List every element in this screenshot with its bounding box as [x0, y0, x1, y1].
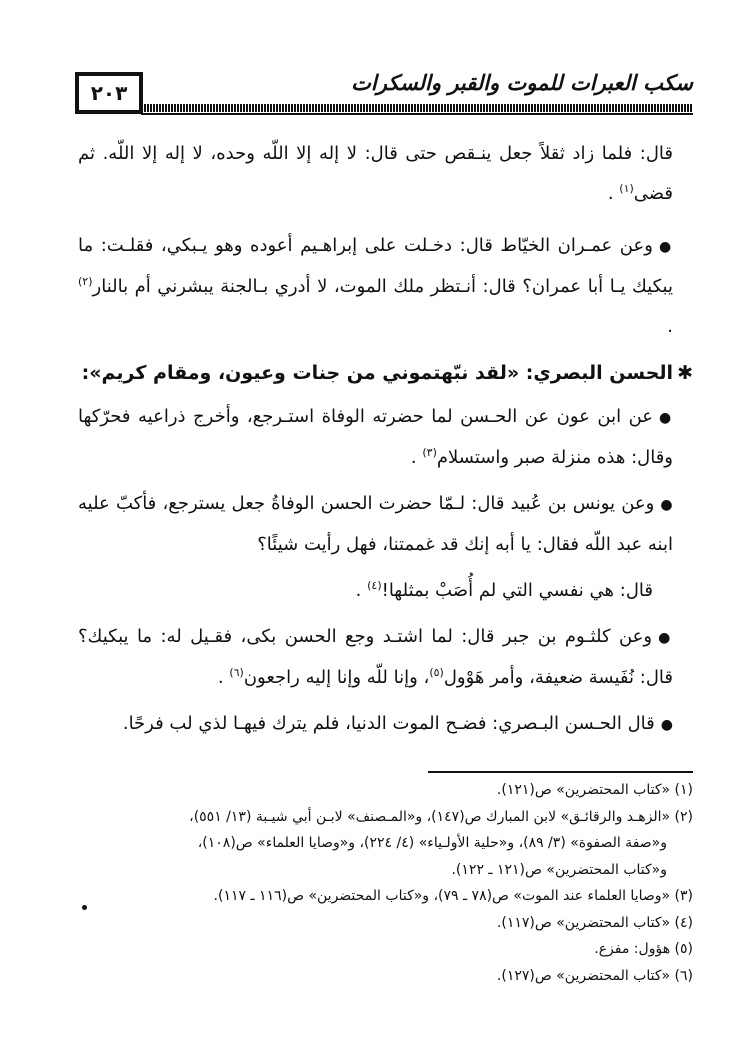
page-header	[75, 64, 693, 120]
paragraph-1-text: قال: فلما زاد ثقلاً جعل ينـقص حتى قال: لا إله إلا اللّه وحده، لا إله إلا اللّه. ثم قضى	[78, 143, 673, 204]
paragraph-7-text: قال الحـسن البـصري: فضـح الموت الدنيا، فلم يترك فيهـا لذي لب فرحًا.	[122, 713, 655, 734]
bullet-icon: ●	[660, 717, 673, 733]
paragraph-3: ●عن ابن عون عن الحـسن لما حضرته الوفاة استـرجع، وأخرج ذراعيه فحرّكها وقال: هذه منزلة صبر واستسلام$^{(٣)}$ .	[78, 406, 673, 468]
footnote-3	[70, 883, 693, 910]
paragraph-7	[78, 704, 693, 745]
page-number: ٢٠٣	[75, 72, 143, 114]
footnote-text: «كتاب المحتضرين» ص(١٢٧).	[496, 967, 671, 984]
bullet-icon: ●	[660, 497, 673, 513]
footnote-separator	[428, 771, 693, 773]
footnote-number: (٦)	[674, 967, 693, 984]
footnote-text: «الزهـد والرقائـق» لابن المبارك ص(١٤٧)، و«المـصنف» لابـن أبي شيـبة (١٣/ ٥٥١)،	[189, 808, 671, 825]
margin-dot	[82, 905, 87, 910]
paragraph-5: قال: هي نفسي التي لم أُصَبْ بمثلها!$^{(٤)}$ .	[355, 579, 653, 601]
paragraph-4	[78, 484, 693, 565]
footnote-ref-6: (٦)	[229, 666, 244, 679]
footnote-4	[70, 910, 693, 937]
footnote-text-cont: و«كتاب المحتضرين» ص(١٢١ ـ ١٢٢).	[451, 861, 667, 878]
footnote-ref-4: (٤)	[367, 579, 382, 592]
bullet-icon: ●	[658, 630, 673, 646]
footnote-number: (٢)	[674, 808, 693, 825]
section-heading	[78, 353, 693, 393]
paragraph-6: ●وعن كلثـوم بن جبر قال: لما اشتـد وجع الحسن بكى، فقـيل له: ما يبكيك؟ قال: نُفَيسة ضعيفة، وأمر هَوْول$^{(٥)}$، وإنا للّه وإنا إليه راجعون$^{(٦)}$ .	[78, 626, 673, 688]
paragraph-4-text: وعن يونس بن عُبيد قال: لـمّا حضرت الحسن الوفاةُ جعل يسترجع، فأكبّ عليه ابنه عبد اللّه فقال: يا أبه إنك قد غممتنا، فهل رأيت شيئًا؟	[78, 493, 673, 555]
paragraph-6-text: وعن كلثـوم بن جبر قال: لما اشتـد وجع الحسن بكى، فقـيل له: ما يبكيك؟ قال: نُفَيسة ضعيفة، وأمر هَوْول	[78, 626, 673, 688]
paragraph-3-text: عن ابن عون عن الحـسن لما حضرته الوفاة استـرجع، وأخرج ذراعيه فحرّكها وقال: هذه منزلة صبر واستسلام	[78, 406, 673, 468]
footnote-text-cont: و«صفة الصفوة» (٣/ ٨٩)، و«حلية الأولـياء» (٤/ ٢٢٤)، و«وصايا العلماء» ص(١٠٨)،	[197, 835, 667, 851]
header-rule-thin	[141, 113, 693, 115]
footnote-number: (١)	[674, 782, 693, 798]
paragraph-5-text: قال: هي نفسي التي لم أُصَبْ بمثلها!	[381, 580, 653, 601]
footnotes	[70, 777, 693, 989]
footnote-6	[70, 963, 693, 990]
paragraph-1: قال: فلما زاد ثقلاً جعل ينـقص حتى قال: لا إله إلا اللّه وحده، لا إله إلا اللّه. ثم قضى$^{(١)}$ .	[78, 143, 673, 204]
footnote-ref-1: (١)	[619, 182, 634, 195]
footnote-number: (٣)	[674, 888, 693, 904]
paragraph-6-tail: ، وإنا للّه وإنا إليه راجعون	[243, 667, 430, 688]
footnote-1	[70, 777, 693, 804]
footnote-text: «كتاب المحتضرين» ص(١٢١).	[496, 782, 671, 798]
main-text	[78, 134, 693, 751]
paragraph-2: ●وعن عمـران الخيّاط قال: دخـلت على إبراهـيم أعوده وهو يـبكي، فقلـت: ما يبكيك يـا أبا عمران؟ قال: أنـتظر ملك الموت، لا أدري بـالجنة يبشرني أم بالنار$^{(٢)}$ .	[78, 235, 673, 337]
footnote-text: هؤول: مفزع.	[594, 941, 671, 957]
footnote-5	[70, 936, 693, 963]
footnote-text: «كتاب المحتضرين» ص(١١٧).	[496, 914, 671, 931]
asterisk-icon: ✱	[677, 362, 693, 384]
header-rule	[141, 104, 693, 112]
footnote-number: (٥)	[674, 941, 693, 957]
footnote-2	[70, 804, 693, 884]
bullet-icon: ●	[659, 410, 673, 426]
bullet-icon: ●	[658, 239, 673, 255]
paragraph-2-text: وعن عمـران الخيّاط قال: دخـلت على إبراهـيم أعوده وهو يـبكي، فقلـت: ما يبكيك يـا أبا عمران؟ قال: أنـتظر ملك الموت، لا أدري بـالجنة يبشرني أم بالنار	[78, 235, 673, 297]
footnote-text: «وصايا العلماء عند الموت» ص(٧٨ ـ ٧٩)، و«كتاب المحتضرين» ص(١١٦ ـ ١١٧).	[213, 888, 671, 904]
footnote-number: (٤)	[674, 914, 693, 931]
footnote-ref-2: (٢)	[78, 275, 93, 288]
footnote-ref-3: (٣)	[422, 446, 437, 459]
section-heading-text: الحسن البصري: «لقد نبّهتموني من جنات وعيون، ومقام كريم»:	[81, 362, 674, 384]
running-title: سكب العبرات للموت والقبر والسكرات	[351, 70, 693, 95]
footnote-ref-5: (٥)	[429, 666, 444, 679]
